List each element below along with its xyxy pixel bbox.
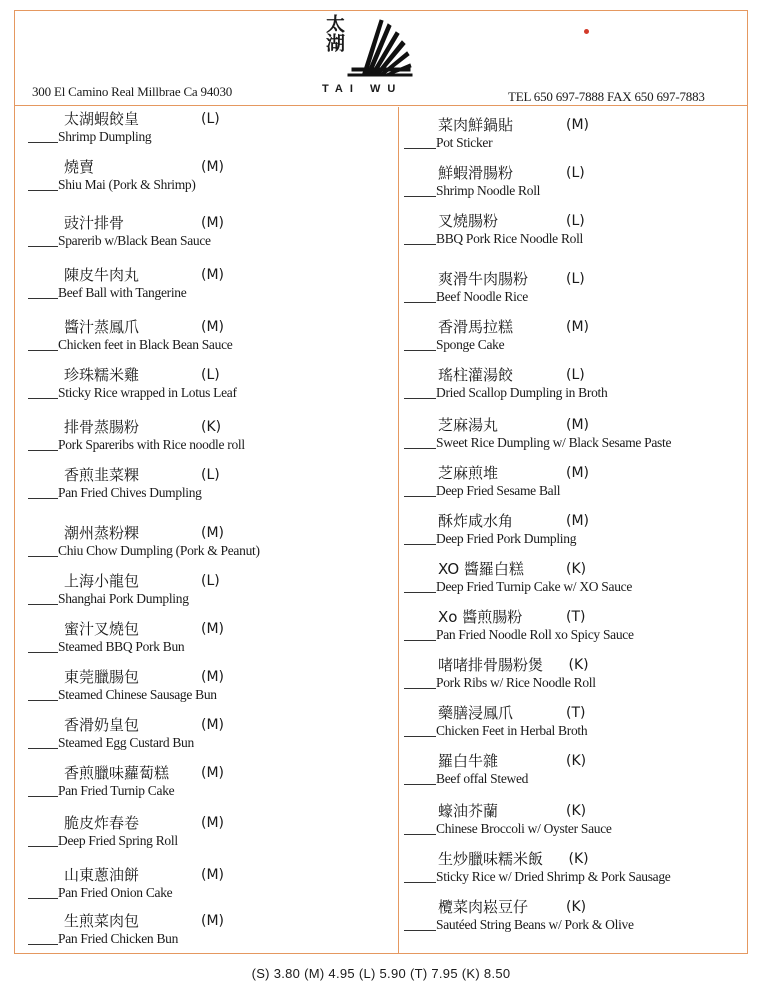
dish-english-name: Shrimp Dumpling [58, 129, 152, 144]
dish-size-code: (M) [566, 513, 590, 529]
dish-english-name: Shiu Mai (Pork & Shrimp) [58, 177, 196, 192]
order-quantity-blank [404, 930, 436, 931]
dish-english-name: Sweet Rice Dumpling w/ Black Sesame Paste [436, 435, 672, 450]
dish-chinese-name: 藥膳浸鳳爪 [438, 704, 514, 722]
dish-size-code: (K) [566, 803, 587, 819]
dish-english-name: Steamed Egg Custard Bun [58, 735, 194, 750]
logo-english-name: TAI WU [322, 83, 403, 95]
dish-size-code: (L) [201, 467, 220, 483]
dish-english-name: Sticky Rice w/ Dried Shrimp & Pork Sausage [436, 869, 671, 884]
dish-chinese-name: 爽滑牛肉腸粉 [438, 270, 529, 288]
logo-chinese-name: 太湖 [323, 14, 345, 52]
order-quantity-blank [28, 298, 58, 299]
dish-size-code: (L) [201, 111, 220, 127]
dish-chinese-name: 醬汁蒸鳳爪 [64, 318, 140, 336]
order-quantity-blank [404, 592, 436, 593]
dish-size-code: (M) [201, 525, 225, 541]
dish-chinese-name: 啫啫排骨腸粉煲 [438, 656, 544, 674]
dish-english-name: Pan Fried Onion Cake [58, 885, 173, 900]
dish-chinese-name: 生煎菜肉包 [64, 912, 140, 930]
dish-chinese-name: 香滑馬拉糕 [438, 318, 514, 336]
dish-size-code: (L) [566, 271, 585, 287]
order-quantity-blank [28, 652, 58, 653]
dish-english-name: Pan Fried Chicken Bun [58, 931, 179, 946]
dish-size-code: (L) [201, 367, 220, 383]
dish-chinese-name: 羅白牛雜 [438, 752, 499, 770]
dish-english-name: Beef Noodle Rice [436, 289, 528, 304]
order-quantity-blank [28, 604, 58, 605]
dish-chinese-name: XO 醬羅白糕 [438, 560, 524, 578]
fan-logo-icon [322, 14, 422, 84]
dish-size-code: (T) [566, 705, 586, 721]
dish-english-name: Shrimp Noodle Roll [436, 183, 541, 198]
dish-english-name: Deep Fried Turnip Cake w/ XO Sauce [436, 579, 633, 594]
dish-english-name: Pan Fried Chives Dumpling [58, 485, 202, 500]
order-quantity-blank [404, 350, 436, 351]
dish-english-name: Sparerib w/Black Bean Sauce [58, 233, 211, 248]
order-quantity-blank [28, 450, 58, 451]
dish-english-name: Deep Fried Spring Roll [58, 833, 178, 848]
dish-chinese-name: Xo 醬煎腸粉 [438, 608, 523, 626]
order-quantity-blank [404, 448, 436, 449]
dish-chinese-name: 潮州蒸粉粿 [64, 524, 140, 542]
dish-english-name: Chinese Broccoli w/ Oyster Sauce [436, 821, 612, 836]
dish-chinese-name: 香煎臘味蘿蔔糕 [64, 764, 170, 782]
dish-chinese-name: 酥炸咸水角 [438, 512, 514, 530]
dish-english-name: Pork Ribs w/ Rice Noodle Roll [436, 675, 596, 690]
dish-chinese-name: 芝麻煎堆 [438, 464, 499, 482]
dish-english-name: Chicken feet in Black Bean Sauce [58, 337, 233, 352]
dish-size-code: (M) [201, 215, 225, 231]
dish-chinese-name: 香滑奶皇包 [64, 716, 140, 734]
order-quantity-blank [404, 244, 436, 245]
dish-chinese-name: 芝麻湯丸 [438, 416, 499, 434]
dish-english-name: Deep Fried Sesame Ball [436, 483, 561, 498]
order-quantity-blank [28, 700, 58, 701]
dish-size-code: (K) [566, 899, 587, 915]
dish-english-name: Steamed Chinese Sausage Bun [58, 687, 217, 702]
dish-chinese-name: 上海小龍包 [64, 572, 140, 590]
dish-chinese-name: 排骨蒸腸粉 [64, 418, 140, 436]
dish-chinese-name: 東莞臘腸包 [64, 668, 140, 686]
dish-chinese-name: 鮮蝦滑腸粉 [438, 164, 514, 182]
dish-chinese-name: 脆皮炸春卷 [64, 814, 140, 832]
dish-size-code: (T) [566, 609, 586, 625]
dish-english-name: Pan Fried Noodle Roll xo Spicy Sauce [436, 627, 634, 642]
order-quantity-blank [404, 784, 436, 785]
dish-size-code: (K) [566, 561, 587, 577]
order-quantity-blank [404, 148, 436, 149]
dish-chinese-name: 菜肉鮮鍋貼 [438, 116, 514, 134]
order-quantity-blank [28, 350, 58, 351]
dish-english-name: Deep Fried Pork Dumpling [436, 531, 577, 546]
dish-chinese-name: 燒賣 [64, 158, 95, 176]
dish-chinese-name: 叉燒腸粉 [438, 212, 499, 230]
order-quantity-blank [28, 898, 58, 899]
dish-size-code: (M) [201, 319, 225, 335]
dish-english-name: Pork Spareribs with Rice noodle roll [58, 437, 245, 452]
header-divider [14, 105, 748, 106]
order-quantity-blank [28, 246, 58, 247]
dish-chinese-name: 蠔油芥蘭 [438, 802, 499, 820]
dish-chinese-name: 瑤柱灌湯餃 [438, 366, 514, 384]
dish-english-name: Chicken Feet in Herbal Broth [436, 723, 588, 738]
dish-size-code: (M) [201, 717, 225, 733]
dish-size-code: (L) [566, 213, 585, 229]
dish-size-code: (M) [201, 159, 225, 175]
order-quantity-blank [404, 882, 436, 883]
dish-chinese-name: 蜜汁叉燒包 [64, 620, 140, 638]
column-divider [398, 107, 399, 953]
dish-size-code: (L) [566, 165, 585, 181]
order-quantity-blank [28, 846, 58, 847]
dish-size-code: (M) [566, 417, 590, 433]
order-quantity-blank [404, 196, 436, 197]
dish-chinese-name: 豉汁排骨 [64, 214, 125, 232]
dish-chinese-name: 香煎韭菜粿 [64, 466, 140, 484]
order-quantity-blank [28, 498, 58, 499]
dish-size-code: (M) [201, 815, 225, 831]
dish-english-name: Shanghai Pork Dumpling [58, 591, 189, 606]
order-quantity-blank [28, 796, 58, 797]
dish-size-code: (M) [201, 669, 225, 685]
dish-english-name: BBQ Pork Rice Noodle Roll [436, 231, 583, 246]
dish-size-code: (M) [201, 867, 225, 883]
dish-size-code: (K) [568, 657, 589, 673]
dish-size-code: (L) [566, 367, 585, 383]
order-quantity-blank [404, 736, 436, 737]
dish-english-name: Sautéed String Beans w/ Pork & Olive [436, 917, 634, 932]
dish-english-name: Pot Sticker [436, 135, 493, 150]
dish-size-code: (K) [566, 753, 587, 769]
order-quantity-blank [28, 944, 58, 945]
dish-english-name: Beef Ball with Tangerine [58, 285, 187, 300]
dish-chinese-name: 生炒臘味糯米飯 [438, 850, 544, 868]
dish-english-name: Sticky Rice wrapped in Lotus Leaf [58, 385, 237, 400]
dish-english-name: Pan Fried Turnip Cake [58, 783, 175, 798]
order-quantity-blank [404, 496, 436, 497]
dish-chinese-name: 陳皮牛肉丸 [64, 266, 140, 284]
dish-english-name: Beef offal Stewed [436, 771, 529, 786]
order-quantity-blank [404, 640, 436, 641]
dish-english-name: Dried Scallop Dumpling in Broth [436, 385, 608, 400]
dish-size-code: (M) [201, 621, 225, 637]
order-quantity-blank [404, 398, 436, 399]
order-quantity-blank [28, 556, 58, 557]
dish-size-code: (K) [568, 851, 589, 867]
order-quantity-blank [404, 688, 436, 689]
dish-english-name: Sponge Cake [436, 337, 505, 352]
dish-size-code: (M) [566, 117, 590, 133]
dish-size-code: (M) [566, 465, 590, 481]
dish-chinese-name: 山東蔥油餅 [64, 866, 140, 884]
order-quantity-blank [404, 834, 436, 835]
order-quantity-blank [28, 398, 58, 399]
dish-english-name: Chiu Chow Dumpling (Pork & Peanut) [58, 543, 260, 558]
price-legend: (S) 3.80 (M) 4.95 (L) 5.90 (T) 7.95 (K) 8.50 [251, 966, 511, 981]
phone-fax: TEL 650 697-7888 FAX 650 697-7883 [508, 89, 705, 104]
order-quantity-blank [28, 748, 58, 749]
red-dot [584, 29, 589, 34]
dish-chinese-name: 欖菜肉崧豆仔 [438, 898, 529, 916]
order-quantity-blank [404, 544, 436, 545]
order-quantity-blank [404, 302, 436, 303]
dish-size-code: (M) [201, 765, 225, 781]
dish-size-code: (M) [201, 913, 225, 929]
restaurant-logo [322, 14, 422, 100]
dish-size-code: (M) [566, 319, 590, 335]
dish-size-code: (K) [201, 419, 222, 435]
order-quantity-blank [28, 190, 58, 191]
order-quantity-blank [28, 142, 58, 143]
dish-size-code: (L) [201, 573, 220, 589]
dish-chinese-name: 太湖蝦餃皇 [64, 110, 140, 128]
dish-english-name: Steamed BBQ Pork Bun [58, 639, 185, 654]
dish-size-code: (M) [201, 267, 225, 283]
dish-chinese-name: 珍珠糯米雞 [64, 366, 140, 384]
address: 300 El Camino Real Millbrae Ca 94030 [32, 84, 233, 99]
